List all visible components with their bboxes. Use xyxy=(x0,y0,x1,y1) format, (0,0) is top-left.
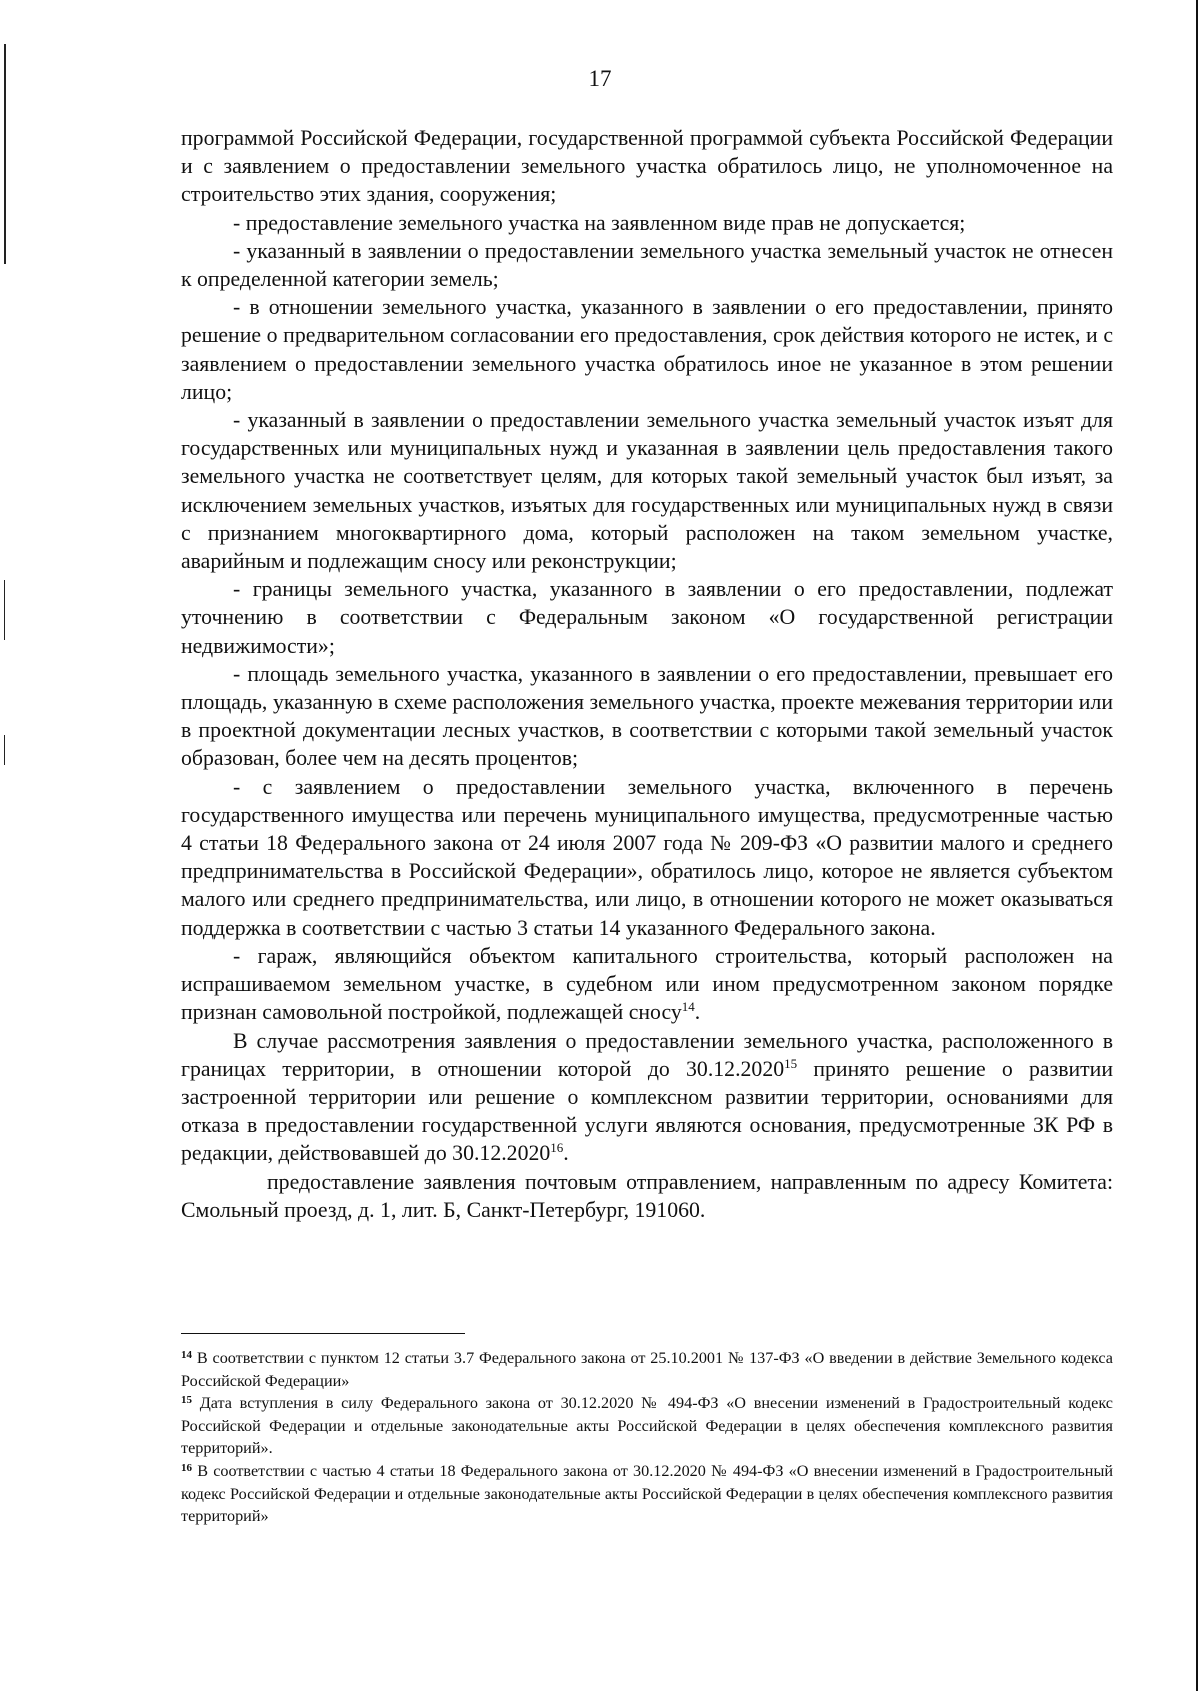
paragraph-case xyxy=(181,1027,1113,1168)
footnote-text: В соответствии с частью 4 статьи 18 Федерального закона от 30.12.2020 № 494-ФЗ «О внесении изменений в Градостроительный кодекс Российской Федерации и отдельные законодательные акты Российской Федерации в целях обеспечения комплексного развития территорий» xyxy=(181,1461,1113,1526)
paragraph: - площадь земельного участка, указанного в заявлении о его предоставлении, превышает его площадь, указанную в схеме расположения земельного участка, проекте межевания территории или в проектной документации лесных участков, в соответствии с которыми такой земельный участок образован, более чем на десять процентов; xyxy=(181,661,1113,771)
scan-edge-left-mark xyxy=(4,580,5,640)
footnote-separator xyxy=(181,1333,465,1334)
footnote-number: 14 xyxy=(181,1349,192,1361)
paragraph-text: - гараж, являющийся объектом капитального строительства, который расположен на испрашиваемом земельном участке, в судебном или ином предусмотренном законом порядке признан самовольной постройкой, подлежащей сносу xyxy=(181,943,1113,1025)
footnote xyxy=(181,1460,1113,1528)
paragraph-end: . xyxy=(694,1000,701,1025)
document-body xyxy=(181,124,1113,1224)
footnote-number: 15 xyxy=(181,1394,192,1407)
footnote-ref[interactable]: 15 xyxy=(784,1055,798,1071)
paragraph: - указанный в заявлении о предоставлении земельного участка земельный участок изъят для государственных или муниципальных нужд и указанная в заявлении цель предоставления такого земельного участка не соответствует целям, для которых такой земельный участок был изъят, за исключением земельных участков, изъятых для государственных или муниципальных нужд в связи с признанием многоквартирного дома, который расположен на таком земельном участке, аварийным и подлежащим сносу или реконструкции; xyxy=(181,408,1113,574)
footnote-number: 16 xyxy=(181,1461,192,1474)
paragraph: - в отношении земельного участка, указанного в заявлении о его предоставлении, принято решение о предварительном согласовании его предоставления, срок действия которого не истек, и с заявлением о предоставлении земельного участка обратилось иное не указанное в этом решении лицо; xyxy=(181,295,1113,404)
scan-edge-right xyxy=(1196,0,1198,1691)
paragraph-mail: предоставление заявления почтовым отправлением, направленным по адресу Комитета: Смольный проезд, д. 1, лит. Б, Санкт-Петербург, 191060. xyxy=(181,1169,1113,1222)
footnote-ref[interactable]: 14 xyxy=(681,999,695,1015)
footnote xyxy=(181,1392,1113,1460)
paragraph-text: В случае рассмотрения заявления о предоставлении земельного участка, расположенного в границах территории, в отношении которой до 30.12.2020 xyxy=(181,1028,1113,1081)
footnote-text: Дата вступления в силу Федерального закона от 30.12.2020 № 494-ФЗ «О внесении изменений в Градостроительный кодекс Российской Федерации и отдельные законодательные акты Российской Федерации в целях обеспечения комплексного развития территорий». xyxy=(181,1394,1113,1458)
paragraph: программой Российской Федерации, государственной программой субъекта Российской Федерации и с заявлением о предоставлении земельного участка обратилось лицо, не уполномоченное на строительство этих здания, сооружения; xyxy=(181,126,1113,207)
paragraph: - указанный в заявлении о предоставлении земельного участка земельный участок не отнесен к определенной категории земель; xyxy=(181,238,1113,292)
paragraph: - с заявлением о предоставлении земельного участка, включенного в перечень государственного имущества или перечень муниципального имущества, предусмотренные частью 4 статьи 18 Федерального закона от 24 июля 2007 года № 209-ФЗ «О развитии малого и среднего предпринимательства в Российской Федерации», обратилось лицо, которое не является субъектом малого или среднего предпринимательства, или лицо, в отношении которого не может оказываться поддержка в соответствии с частью 3 статьи 14 указанного Федерального закона. xyxy=(181,774,1113,940)
footnote-text: В соответствии с пунктом 12 статьи 3.7 Федерального закона от 25.10.2001 № 137-ФЗ «О введении в действие Земельного кодекса Российской Федерации» xyxy=(181,1349,1113,1390)
footnote xyxy=(181,1347,1113,1392)
paragraph-end: . xyxy=(563,1141,569,1166)
page-number: 17 xyxy=(588,66,612,91)
paragraph: - предоставление земельного участка на заявленном виде прав не допускается; xyxy=(233,210,966,235)
scan-edge-left-mark xyxy=(4,735,5,765)
footnote-ref[interactable]: 16 xyxy=(550,1140,564,1156)
paragraph: - границы земельного участка, указанного в заявлении о его предоставлении, подлежат уточнению в соответствии с Федеральным законом «О государственной регистрации недвижимости»; xyxy=(181,577,1113,658)
paragraph xyxy=(181,942,1113,1027)
footnotes xyxy=(181,1347,1113,1528)
paragraph-text: принято решение о развитии застроенной территории или решение о комплексном развитии территории, основаниями для отказа в предоставлении государственной услуги являются основания, предусмотренные ЗК РФ в редакции, действовавшей до 30.12.2020 xyxy=(181,1056,1114,1166)
